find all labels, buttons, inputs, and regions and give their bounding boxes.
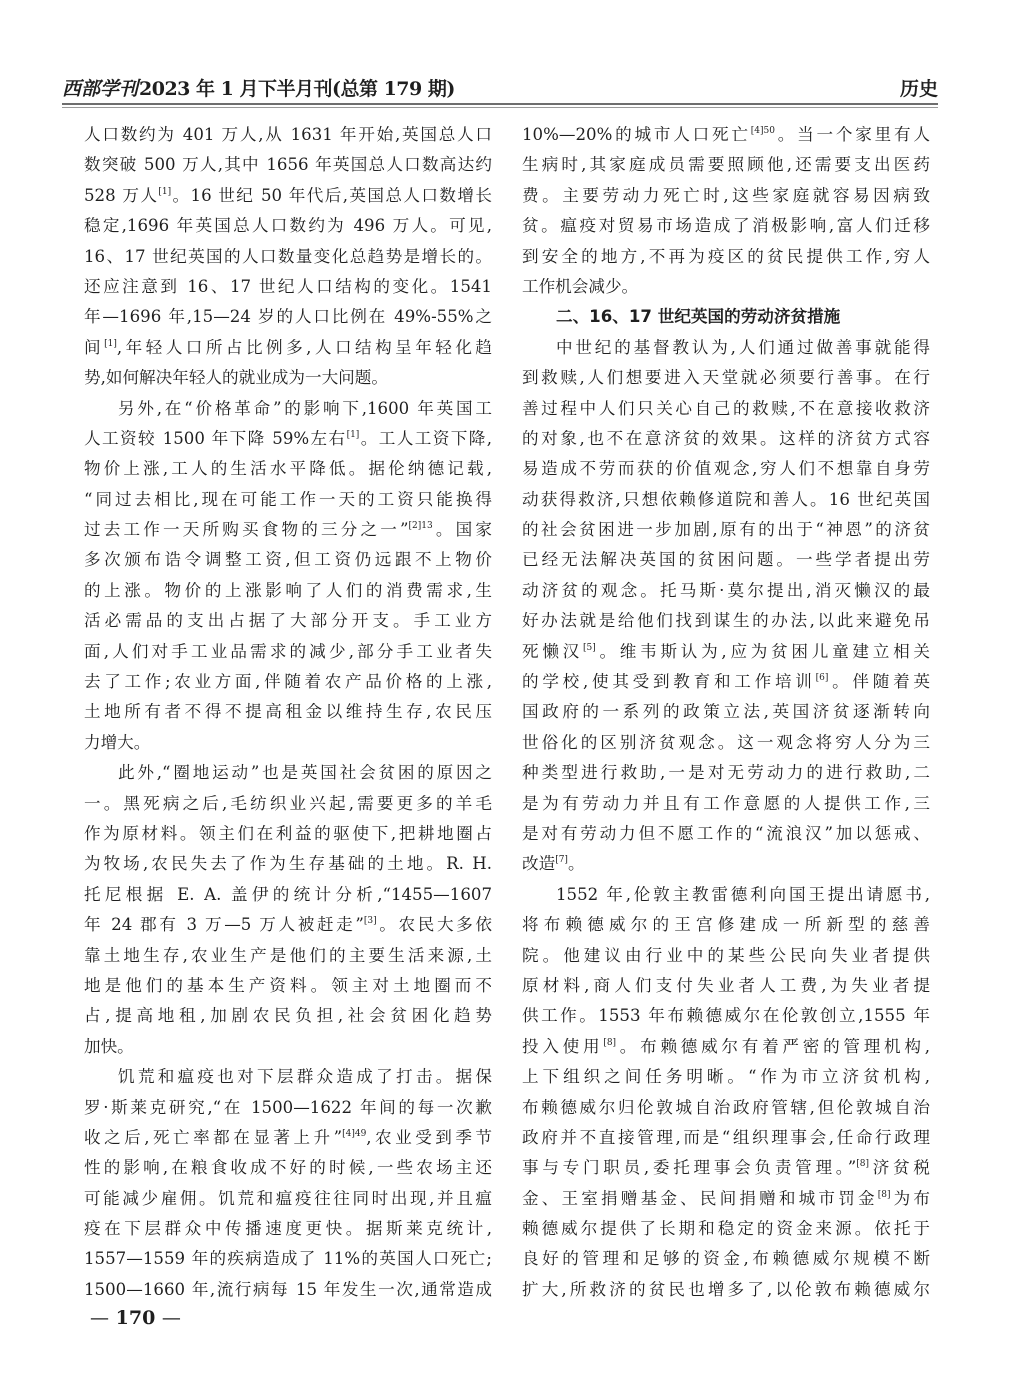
text-line	[522, 242, 930, 272]
citation-ref: [4]49	[342, 1128, 367, 1139]
line-text-continued: 济贫税	[869, 1158, 931, 1178]
line-text-continued: 。维韦斯认为,应为贫困儿童建立相关	[595, 641, 930, 661]
text-line	[84, 1123, 492, 1153]
line-text-continued: ,年轻人口所占比例多,人口结构呈年轻化趋	[116, 337, 492, 357]
line-text: 托尼根据 E. A. 盖伊的统计分析,“1455—1607	[84, 884, 492, 904]
text-line	[84, 211, 492, 241]
journal-logo: 西部学刊	[62, 78, 139, 100]
line-text: 多次颁布诰令调整工资,但工资仍远跟不上物价	[84, 550, 492, 570]
citation-ref: [8]	[603, 1037, 617, 1048]
text-line	[522, 181, 930, 211]
line-text: 土地所有者不得不提高租金以维持生存,农民压	[84, 702, 492, 722]
line-text: 已经无法解决英国的贫困问题。一些学者提出劳	[522, 550, 930, 570]
text-line	[522, 394, 930, 424]
line-text: 此外,“圈地运动”也是英国社会贫困的原因之	[118, 763, 492, 783]
text-line	[84, 1153, 492, 1183]
text-line	[522, 1153, 930, 1183]
line-text: 罗·斯莱克研究,“在 1500—1622 年间的每一次歉	[84, 1097, 492, 1117]
text-line	[522, 728, 930, 758]
line-text: 间	[84, 337, 105, 357]
line-text-continued: 。布赖德威尔有着严密的管理机构,	[616, 1036, 930, 1056]
citation-ref: [6]	[815, 673, 829, 684]
text-line	[522, 454, 930, 484]
citation-ref: [1]	[158, 186, 172, 197]
line-text: 中世纪的基督教认为,人们通过做善事就能得	[556, 337, 930, 357]
line-text: 人口数约为 401 万人,从 1631 年开始,英国总人口	[84, 125, 492, 144]
text-line	[84, 1032, 492, 1062]
text-line	[84, 667, 492, 697]
text-line	[84, 880, 492, 910]
citation-ref: [4]50	[750, 126, 775, 136]
section-heading	[522, 302, 930, 332]
line-text: 布赖德威尔归伦敦城自治政府管辖,但伦敦城自治	[522, 1097, 930, 1117]
line-text: 原材料,商人们支付失业者人工费,为失业者提	[522, 975, 930, 995]
text-line	[84, 576, 492, 606]
citation-ref: [8]	[877, 1189, 891, 1200]
line-text: 扩大,所救济的贫民也增多了,以伦敦布赖德威尔	[522, 1279, 930, 1299]
line-text: 稳定,1696 年英国总人口数约为 496 万人。可见,	[84, 216, 492, 236]
line-text: 死懒汉	[522, 641, 583, 661]
citation-ref: [7]	[555, 855, 568, 866]
text-line	[84, 1093, 492, 1123]
header-rule-thick	[62, 103, 938, 105]
line-text: 的学校,使其受到教育和工作培训	[522, 672, 816, 692]
line-text: 年 24 郡有 3 万—5 万人被赶走”	[84, 915, 364, 935]
left-column	[84, 120, 492, 1305]
line-text-continued: 。农民大多依	[376, 915, 492, 935]
text-line	[522, 697, 930, 727]
text-line	[522, 880, 930, 910]
line-text: 改造	[522, 854, 556, 874]
header-rule-thin	[62, 107, 938, 108]
line-text: 靠土地生存,农业生产是他们的主要生活来源,土	[84, 945, 492, 965]
text-line	[84, 728, 492, 758]
text-line	[522, 819, 930, 849]
line-text: 金、王室捐赠基金、民间捐赠和城市罚金	[522, 1188, 878, 1208]
line-text: 动获得救济,只想依赖修道院和善人。16 世纪英国	[522, 489, 930, 509]
line-text: 力增大。	[84, 732, 151, 752]
text-line	[522, 1275, 930, 1305]
line-text: 上下组织之间任务明晰。“作为市立济贫机构,	[522, 1067, 930, 1087]
line-text: 事与专门职员,委托理事会负责管理。”	[522, 1158, 857, 1178]
text-line	[522, 789, 930, 819]
line-text: 工作机会减少。	[522, 276, 639, 296]
text-line	[522, 485, 930, 515]
text-line	[522, 424, 930, 454]
text-line	[522, 515, 930, 545]
line-text: 政府并不直接管理,而是“组织理事会,任命行政理	[522, 1127, 930, 1147]
line-text: 院。他建议由行业中的某些公民向失业者提供	[522, 945, 930, 965]
line-text: 易造成不劳而获的价值观念,穷人们不想靠自身劳	[522, 459, 930, 479]
line-text-continued: 。当一个家里有人	[774, 125, 930, 144]
citation-ref: [3]	[363, 916, 377, 927]
text-line	[522, 606, 930, 636]
footer-dash-right: —	[161, 1307, 181, 1329]
text-line	[84, 697, 492, 727]
line-text: 过去工作一天所购买食物的三分之一”	[84, 520, 409, 540]
line-text: 生病时,其家庭成员需要照顾他,还需要支出医药	[522, 155, 930, 175]
line-text: 地是他们的基本生产资料。领主对土地圈而不	[84, 975, 492, 995]
line-text: 528 万人	[84, 185, 159, 205]
line-text: 物价上涨,工人的生活水平降低。据伦纳德记载,	[84, 459, 492, 479]
line-text: 性的影响,在粮食收成不好的时候,一些农场主还	[84, 1158, 492, 1178]
line-text-continued: 。16 世纪 50 年代后,英国总人口数增长	[171, 185, 493, 205]
line-text: 势,如何解决年轻人的就业成为一大问题。	[84, 368, 388, 388]
section-label: 历史	[899, 78, 938, 100]
text-line	[522, 120, 930, 150]
line-text-continued: 。国家	[432, 520, 493, 540]
line-text: 善过程中人们只关心自己的救赎,不在意接收救济	[522, 398, 930, 418]
text-line	[522, 667, 930, 697]
line-text-continued: 。伴随着英	[828, 672, 930, 692]
line-text: 另外,在“价格革命”的影响下,1600 年英国工	[118, 398, 492, 418]
text-line	[522, 849, 930, 879]
text-line	[84, 181, 492, 211]
line-text: 国政府的一系列的政策立法,英国济贫逐渐转向	[522, 702, 930, 722]
text-line	[84, 637, 492, 667]
line-text-continued: 为布	[890, 1188, 931, 1208]
line-text: 年—1696 年,15—24 岁的人口比例在 49%-55%之	[84, 307, 492, 327]
line-text: 好办法就是给他们找到谋生的办法,以此来避免吊	[522, 611, 930, 631]
line-text: 种类型进行救助,一是对无劳动力的进行救助,二	[522, 763, 930, 783]
citation-ref: [1]	[104, 338, 117, 349]
line-text: 良好的管理和足够的资金,布赖德威尔规模不断	[522, 1249, 930, 1269]
text-line	[522, 576, 930, 606]
text-line	[522, 1062, 930, 1092]
text-line	[522, 910, 930, 940]
line-text: 人工资较 1500 年下降 59%左右	[84, 428, 347, 448]
text-line	[84, 1184, 492, 1214]
page-footer	[90, 1307, 181, 1329]
line-text: 的对象,也不在意济贫的效果。这样的济贫方式容	[522, 428, 930, 448]
text-line	[522, 1001, 930, 1031]
text-line	[84, 1275, 492, 1305]
text-line	[522, 1214, 930, 1244]
line-text: 可能减少雇佣。饥荒和瘟疫往往同时出现,并且瘟	[84, 1188, 492, 1208]
line-text: 加快。	[84, 1036, 134, 1056]
line-text: 数突破 500 万人,其中 1656 年英国总人口数高达约	[84, 155, 492, 175]
text-line	[522, 211, 930, 241]
line-text: 二、16、17 世纪英国的劳动济贫措施	[556, 307, 841, 327]
line-text: 的社会贫困进一步加剧,原有的出于“神恩”的济贫	[522, 520, 930, 540]
line-text: 到安全的地方,不再为疫区的贫民提供工作,穷人	[522, 246, 930, 266]
line-text: 活必需品的支出占据了大部分开支。手工业方	[84, 611, 492, 631]
line-text: 是对有劳动力但不愿工作的“流浪汉”加以惩戒、	[522, 823, 930, 843]
text-line	[84, 1062, 492, 1092]
text-line	[522, 1032, 930, 1062]
line-text: 还应注意到 16、17 世纪人口结构的变化。1541	[84, 276, 492, 296]
line-text: 1500—1660 年,流行病每 15 年发生一次,通常造成	[84, 1279, 492, 1299]
line-text-continued: 。工人工资下降,	[359, 428, 492, 448]
line-text: 疫在下层群众中传播速度更快。据斯莱克统计,	[84, 1219, 492, 1239]
text-line	[84, 1001, 492, 1031]
line-text: 的上涨。物价的上涨影响了人们的消费需求,生	[84, 580, 492, 600]
text-line	[522, 637, 930, 667]
text-line	[84, 758, 492, 788]
line-text: 为牧场,农民失去了作为生存基础的土地。R. H.	[84, 854, 492, 874]
text-line	[522, 150, 930, 180]
running-header	[62, 74, 938, 98]
text-line	[84, 971, 492, 1001]
text-line	[84, 302, 492, 332]
text-line	[84, 789, 492, 819]
line-text: 去了工作;农业方面,伴随着农产品价格的上涨,	[84, 672, 492, 692]
text-line	[84, 1244, 492, 1274]
text-line	[522, 1123, 930, 1153]
line-text: 占,提高地租,加剧农民负担,社会贫困化趋势	[84, 1006, 492, 1026]
text-line	[522, 1244, 930, 1274]
text-line	[522, 272, 930, 302]
citation-ref: [2]13	[408, 521, 433, 532]
text-line	[84, 1214, 492, 1244]
line-text: 10%—20%的城市人口死亡	[522, 125, 751, 144]
text-line	[522, 971, 930, 1001]
citation-ref: [1]	[346, 429, 360, 440]
page-number: 170	[115, 1307, 156, 1329]
line-text-continued: 。	[567, 854, 585, 874]
text-line	[84, 333, 492, 363]
text-line	[522, 1093, 930, 1123]
right-column	[522, 120, 930, 1305]
text-line	[84, 910, 492, 940]
line-text: 到救赎,人们想要进入天堂就必须要行善事。在行	[522, 368, 930, 388]
citation-ref: [5]	[582, 642, 596, 653]
text-line	[84, 424, 492, 454]
text-line	[84, 819, 492, 849]
text-line	[84, 454, 492, 484]
line-text: 供工作。1553 年布赖德威尔在伦敦创立,1555 年	[522, 1006, 930, 1026]
line-text: 16、17 世纪英国的人口数量变化总趋势是增长的。	[84, 246, 492, 266]
line-text: 贫。瘟疫对贸易市场造成了消极影响,富人们迁移	[522, 216, 930, 236]
journal-title	[62, 74, 455, 101]
text-line	[84, 849, 492, 879]
line-text: 饥荒和瘟疫也对下层群众造成了打击。据保	[118, 1067, 492, 1087]
line-text: 一。黑死病之后,毛纺织业兴起,需要更多的羊毛	[84, 793, 492, 813]
citation-ref: [8]	[856, 1159, 870, 1170]
text-line	[522, 545, 930, 575]
line-text-continued: ,农业受到季节	[366, 1127, 492, 1147]
text-line	[84, 485, 492, 515]
line-text: 世俗化的区别济贫观念。这一观念将穷人分为三	[522, 732, 930, 752]
line-text: 投入使用	[522, 1036, 604, 1056]
text-line	[522, 941, 930, 971]
text-line	[84, 150, 492, 180]
line-text: 是为有劳动力并且有工作意愿的人提供工作,三	[522, 793, 930, 813]
text-line	[84, 606, 492, 636]
issue-info: 2023 年 1 月下半月刊(总第 179 期)	[139, 78, 455, 100]
text-line	[84, 120, 492, 150]
text-line	[84, 515, 492, 545]
text-line	[522, 758, 930, 788]
line-text: 1552 年,伦敦主教雷德利向国王提出请愿书,	[556, 884, 930, 904]
line-text: 将布赖德威尔的王宫修建成一所新型的慈善	[522, 915, 930, 935]
line-text: 费。主要劳动力死亡时,这些家庭就容易因病致	[522, 185, 930, 205]
text-line	[84, 545, 492, 575]
text-line	[84, 941, 492, 971]
line-text: 动济贫的观念。托马斯·莫尔提出,消灭懒汉的最	[522, 580, 930, 600]
text-line	[522, 1184, 930, 1214]
line-text: “同过去相比,现在可能工作一天的工资只能换得	[84, 489, 492, 509]
footer-dash-left: —	[90, 1307, 109, 1329]
text-line	[522, 333, 930, 363]
text-line	[522, 363, 930, 393]
line-text: 赖德威尔提供了长期和稳定的资金来源。依托于	[522, 1219, 930, 1239]
line-text: 作为原材料。领主们在利益的驱使下,把耕地圈占	[84, 823, 492, 843]
line-text: 面,人们对手工业品需求的减少,部分手工业者失	[84, 641, 492, 661]
text-line	[84, 363, 492, 393]
text-line	[84, 242, 492, 272]
text-line	[84, 272, 492, 302]
text-line	[84, 394, 492, 424]
line-text: 1557—1559 年的疾病造成了 11%的英国人口死亡;	[84, 1249, 492, 1269]
line-text: 收之后,死亡率都在显著上升”	[84, 1127, 343, 1147]
